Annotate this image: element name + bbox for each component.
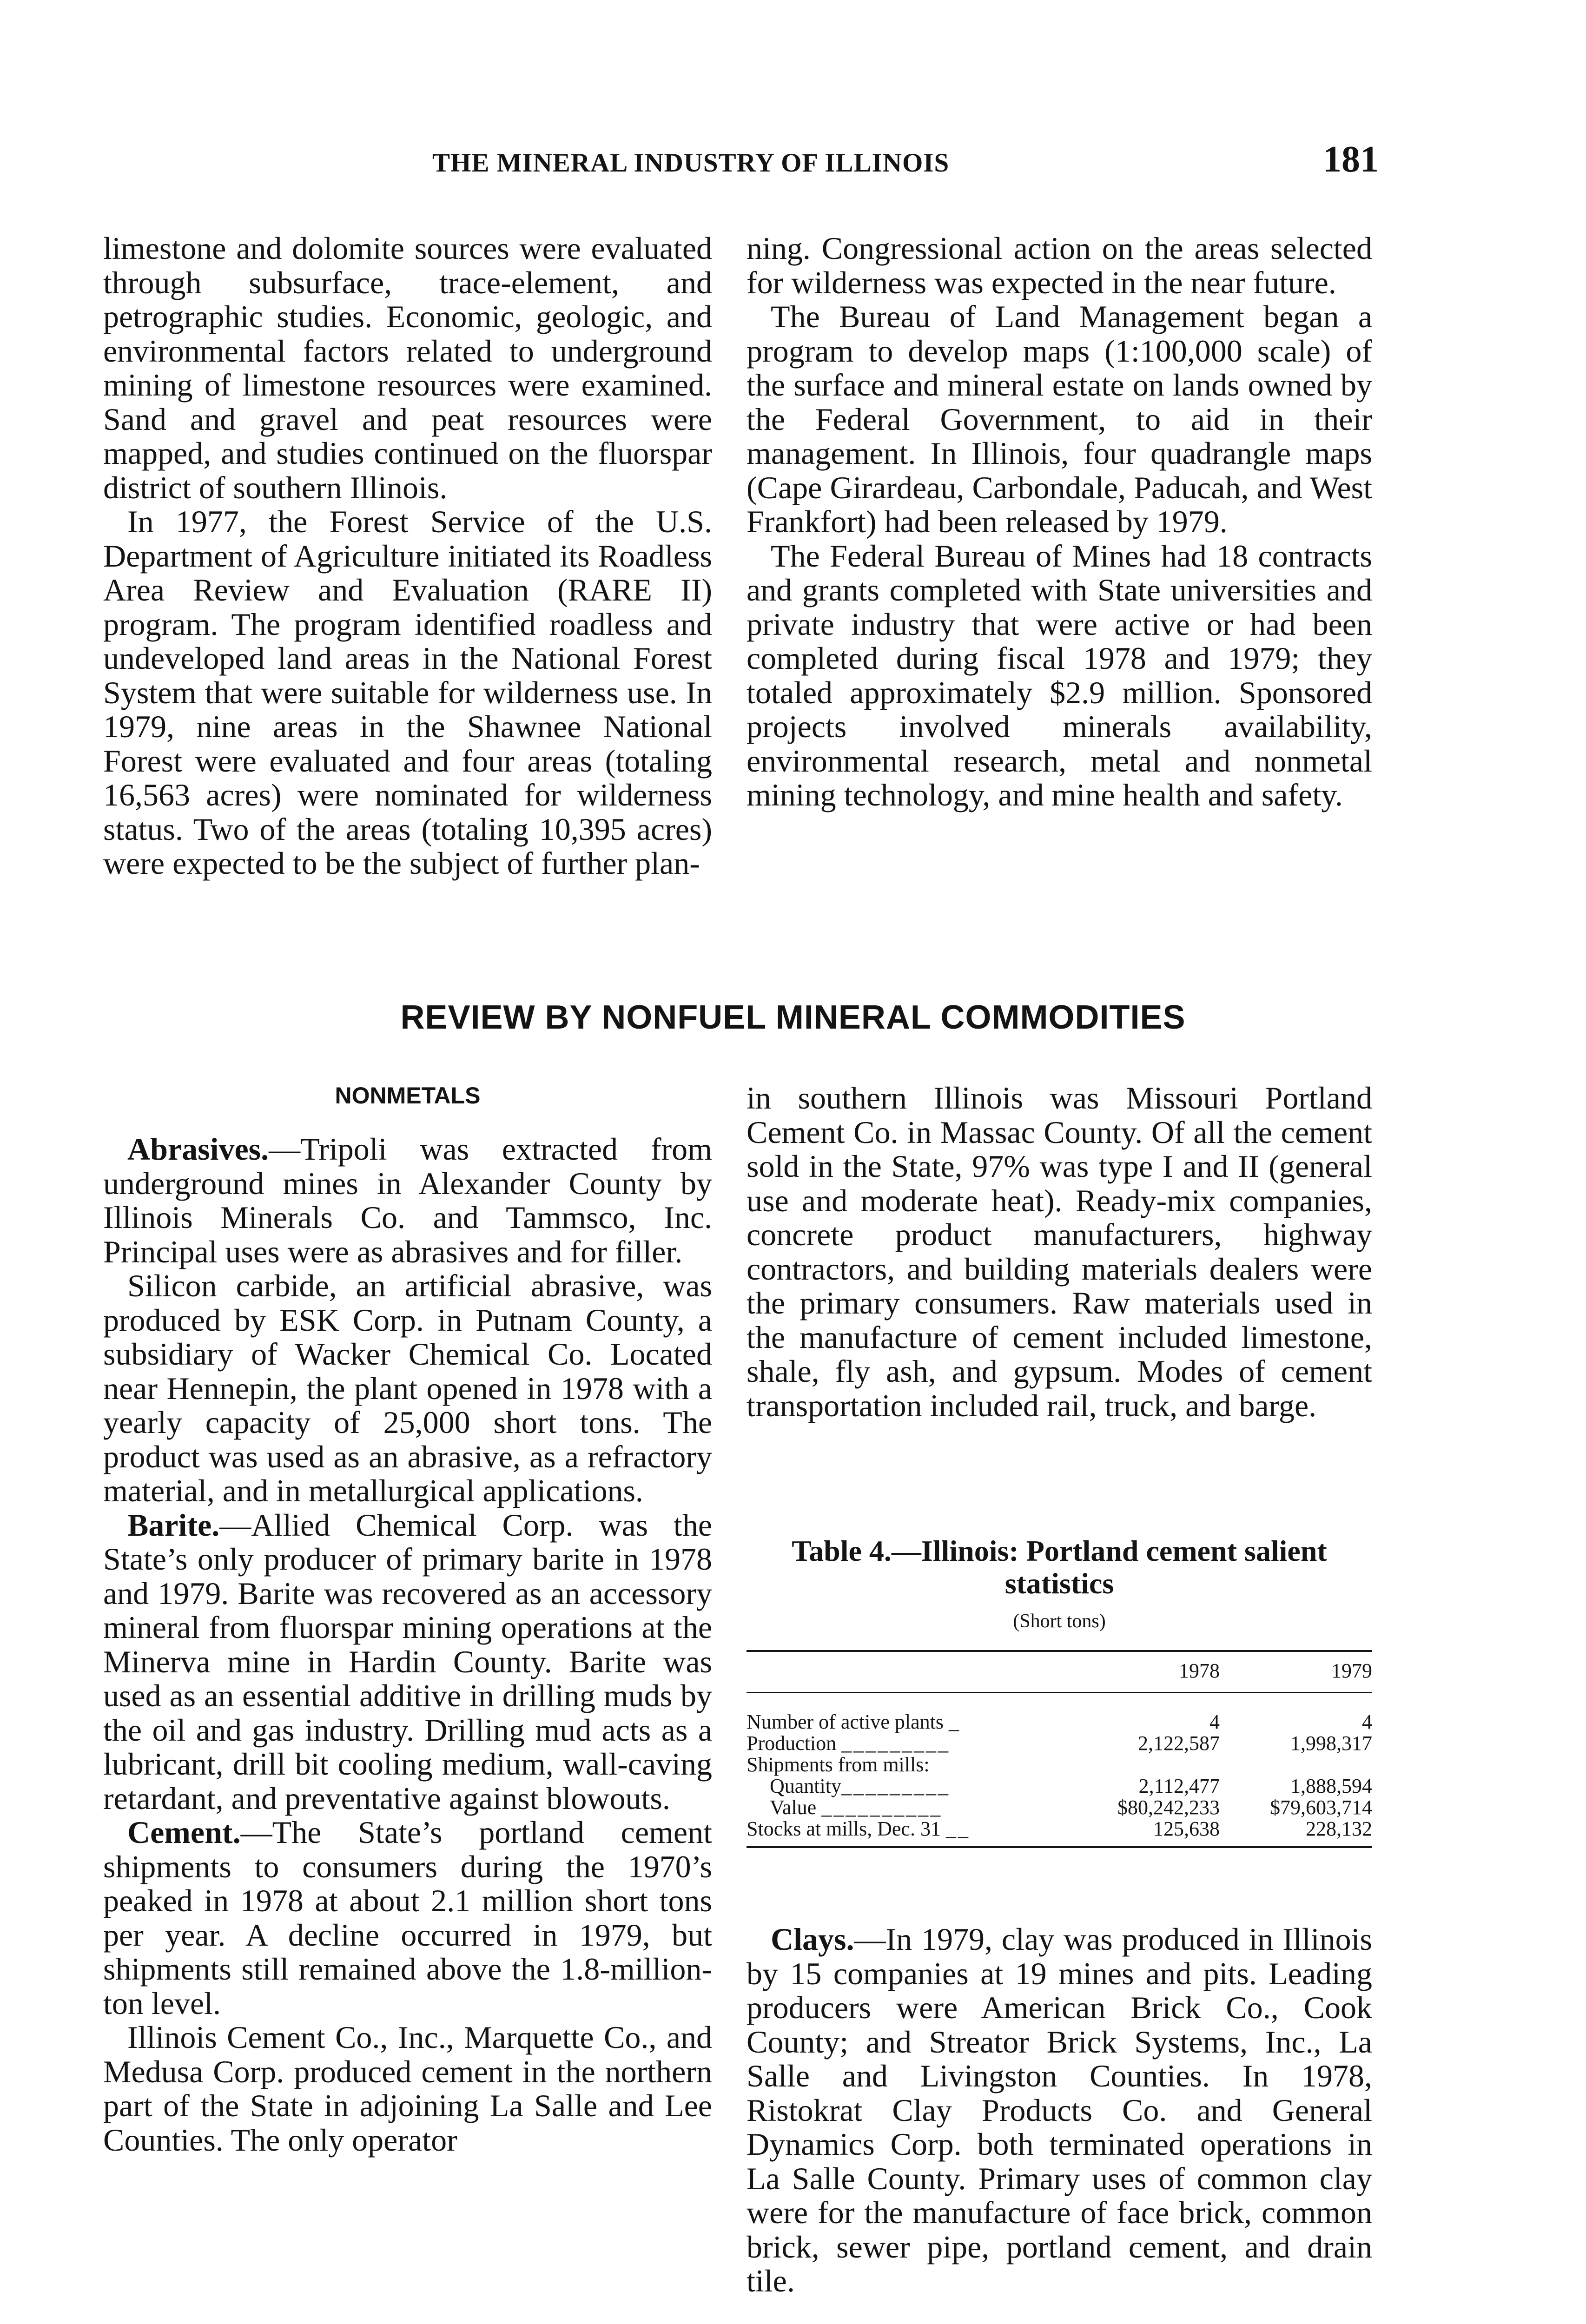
cement-heading: Cement.	[127, 1815, 241, 1850]
cell-1979: 1,888,594	[1290, 1775, 1372, 1797]
table-title: Table 4.—Illinois: Portland cement salient statistics	[792, 1534, 1327, 1600]
cell-1979: $79,603,714	[1270, 1796, 1372, 1819]
paragraph-cement-producers: Illinois Cement Co., Inc., Marquette Co., and Medusa Corp. produced cement in the northern part of the State in adjoining La Salle and Lee Counties. The only operator	[103, 2020, 712, 2158]
row-label	[747, 1733, 1067, 1754]
row-label-text: Number of active plants	[747, 1710, 944, 1733]
running-head: THE MINERAL INDUSTRY OF ILLINOIS	[432, 148, 950, 178]
bottom-right-column-lower	[747, 1922, 1372, 2298]
cell-1978: 2,112,477	[1138, 1775, 1220, 1797]
cell-1978: $80,242,233	[1117, 1796, 1220, 1819]
leader-dots: __________	[821, 1796, 943, 1819]
row-label	[747, 1754, 1067, 1776]
statistics-table	[747, 1650, 1372, 1848]
table-unit: (Short tons)	[1013, 1611, 1106, 1632]
table-row	[747, 1754, 1372, 1776]
table-row	[747, 1797, 1372, 1818]
barite-text: —Allied Chemical Corp. was the State’s only producer of primary barite in 1978 and 1979. Barite was recovered as an accessory mineral from fluorspar mining operations at the Minerva mine in Hardin County. Barite was used as an essential additive in drilling muds by the oil and gas industry. Drilling mud acts as a lubricant, drill bit cooling medium, wall-caving retardant, and preventative against blowouts.	[103, 1507, 712, 1816]
paragraph-bureau-of-mines: The Federal Bureau of Mines had 18 contracts and grants completed with State universities and private industry that were active or had been completed during fiscal 1978 and 1979; they totaled approximately $2.9 million. Sponsored projects involved minerals availability, environmental research, metal and nonmetal mining technology, and mine health and safety.	[747, 538, 1372, 812]
top-right-column	[747, 231, 1372, 812]
page-number: 181	[1323, 139, 1379, 180]
bottom-right-column	[747, 1081, 1372, 1423]
row-label-text: Stocks at mills, Dec. 31	[747, 1817, 941, 1840]
leader-dots: _________	[841, 1775, 950, 1797]
paragraph-cement	[103, 1816, 712, 2020]
cell-1978: 4	[1209, 1710, 1220, 1733]
table-header-row	[747, 1651, 1372, 1692]
row-label-text: Quantity	[770, 1775, 841, 1797]
top-left-column	[103, 231, 712, 881]
table-row	[747, 1776, 1372, 1797]
cell-1979	[1220, 1754, 1372, 1776]
row-label-text: Shipments from mills:	[747, 1753, 930, 1776]
sub-heading-nonmetals: NONMETALS	[335, 1083, 481, 1109]
clays-heading: Clays.	[771, 1921, 854, 1957]
clays-text: —In 1979, clay was produced in Illinois by 15 companies at 19 mines and pits. Leading producers were American Brick Co., Cook County; and Streator Brick Systems, Inc., La Salle and Livingston Counties. In 1978, Ristokrat Clay Products Co. and General Dynamics Corp. both terminated operations in La Salle County. Primary uses of common clay were for the manufacture of face brick, common brick, sewer pipe, portland cement, and drain tile.	[747, 1921, 1372, 2298]
row-label	[747, 1692, 1067, 1733]
paragraph-barite	[103, 1508, 712, 1816]
cement-text: —The State’s portland cement shipments to consumers during the 1970’s peaked in 1978 at about 2.1 million short tons per year. A decline occurred in 1979, but shipments still remained above the 1.8-million-ton level.	[103, 1815, 712, 2021]
row-label	[747, 1818, 1067, 1847]
table-portland-cement	[747, 1535, 1372, 1848]
abrasives-text: —Tripoli was extracted from underground mines in Alexander County by Illinois Minerals Co. and Tammsco, Inc. Principal uses were as abrasives and for filler.	[103, 1131, 712, 1269]
bottom-left-column	[103, 1132, 712, 2157]
section-heading: REVIEW BY NONFUEL MINERAL COMMODITIES	[400, 999, 1186, 1036]
paragraph-bureau-land-management: The Bureau of Land Management began a program to develop maps (1:100,000 scale) of the surface and mineral estate on lands owned by the Federal Government, to aid in their management. In Illinois, four quadrangle maps (Cape Girardeau, Carbondale, Paducah, and West Frankfort) had been released by 1979.	[747, 299, 1372, 539]
row-label	[747, 1797, 1067, 1818]
leader-dots: __	[945, 1817, 970, 1840]
abrasives-heading: Abrasives.	[127, 1131, 269, 1167]
paragraph-clays	[747, 1922, 1372, 2298]
row-label	[747, 1776, 1067, 1797]
leader-dots: _	[948, 1710, 961, 1733]
cell-1978: 2,122,587	[1138, 1732, 1220, 1755]
paragraph-congressional-action: ning. Congressional action on the areas selected for wilderness was expected in the near future.	[747, 231, 1372, 300]
table-row	[747, 1818, 1372, 1847]
paragraph-limestone-studies: limestone and dolomite sources were evaluated through subsurface, trace-element, and petrographic studies. Economic, geologic, and environmental factors related to underground mining of limestone resources were examined. Sand and gravel and peat resources were mapped, and studies continued on the fluorspar district of southern Illinois.	[103, 231, 712, 505]
paragraph-silicon-carbide: Silicon carbide, an artificial abrasive, was produced by ESK Corp. in Putnam County, a subsidiary of Wacker Chemical Co. Located near Hennepin, the plant opened in 1978 with a yearly capacity of 25,000 short tons. The product was used as an abrasive, as a refractory material, and in metallurgical applications.	[103, 1268, 712, 1508]
table-header-1978: 1978	[1179, 1659, 1220, 1682]
paragraph-cement-continued: in southern Illinois was Missouri Portland Cement Co. in Massac County. Of all the cement sold in the State, 97% was type I and II (general use and moderate heat). Ready-mix companies, concrete product manufacturers, highway contractors, and building materials dealers were the primary consumers. Raw materials used in the manufacture of cement included limestone, shale, fly ash, and gypsum. Modes of cement transportation included rail, truck, and barge.	[747, 1080, 1372, 1423]
cell-1978	[1067, 1754, 1220, 1776]
cell-1979: 228,132	[1306, 1817, 1372, 1840]
table-row	[747, 1692, 1372, 1733]
paragraph-abrasives	[103, 1132, 712, 1269]
row-label-text: Production	[747, 1732, 837, 1755]
barite-heading: Barite.	[127, 1507, 220, 1543]
table-row	[747, 1733, 1372, 1754]
cell-1978: 125,638	[1153, 1817, 1220, 1840]
row-label-text: Value	[770, 1796, 817, 1819]
table-header-1979: 1979	[1331, 1659, 1372, 1682]
cell-1979: 1,998,317	[1290, 1732, 1372, 1755]
table-header-label	[747, 1651, 1067, 1692]
cell-1979: 4	[1362, 1710, 1372, 1733]
paragraph-rare-ii: In 1977, the Forest Service of the U.S. Department of Agriculture initiated its Roadless Area Review and Evaluation (RARE II) program. The program identified roadless and undeveloped land areas in the National Forest System that were suitable for wilderness use. In 1979, nine areas in the Shawnee National Forest were evaluated and four areas (totaling 16,563 acres) were nominated for wilderness status. Two of the areas (totaling 10,395 acres) were expected to be the subject of further plan-	[103, 504, 712, 881]
leader-dots: _________	[841, 1732, 951, 1755]
